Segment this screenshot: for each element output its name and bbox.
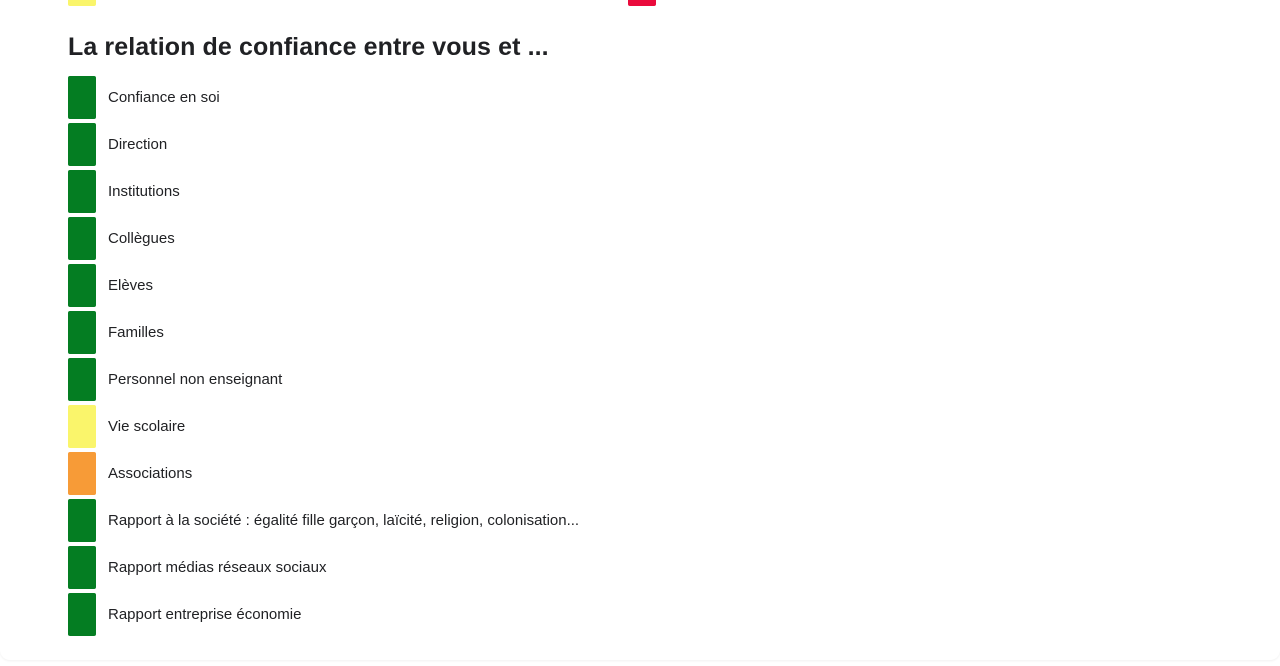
legend-item[interactable] bbox=[68, 121, 1208, 168]
legend-item-label: Personnel non enseignant bbox=[108, 370, 283, 388]
color-swatch-icon bbox=[68, 311, 96, 354]
color-swatch-icon bbox=[68, 76, 96, 119]
legend-item[interactable] bbox=[68, 356, 1208, 403]
legend-item-label: Elèves bbox=[108, 276, 154, 294]
legend-list bbox=[68, 74, 1208, 638]
color-swatch-icon bbox=[68, 264, 96, 307]
legend-item[interactable] bbox=[68, 544, 1208, 591]
legend-item-label: Institutions bbox=[108, 182, 180, 200]
legend-item-label: Rapport à la société : égalité fille garçon, laïcité, religion, colonisation... bbox=[108, 511, 580, 529]
legend-item-label: Rapport entreprise économie bbox=[108, 605, 302, 623]
red-swatch-partial bbox=[628, 0, 656, 6]
color-swatch-icon bbox=[68, 170, 96, 213]
page-title: La relation de confiance entre vous et ... bbox=[68, 33, 549, 61]
color-swatch-icon bbox=[68, 123, 96, 166]
yellow-swatch-partial bbox=[68, 0, 96, 6]
legend-item[interactable] bbox=[68, 215, 1208, 262]
legend-item[interactable] bbox=[68, 497, 1208, 544]
legend-item[interactable] bbox=[68, 309, 1208, 356]
color-swatch-icon bbox=[68, 358, 96, 401]
legend-item[interactable] bbox=[68, 450, 1208, 497]
legend-item-label: Rapport médias réseaux sociaux bbox=[108, 558, 327, 576]
legend-item[interactable] bbox=[68, 262, 1208, 309]
legend-item[interactable] bbox=[68, 168, 1208, 215]
legend-item-label: Direction bbox=[108, 135, 168, 153]
legend-item[interactable] bbox=[68, 74, 1208, 121]
color-swatch-icon bbox=[68, 217, 96, 260]
color-swatch-icon bbox=[68, 593, 96, 636]
legend-item-label: Confiance en soi bbox=[108, 88, 220, 106]
color-swatch-icon bbox=[68, 405, 96, 448]
color-swatch-icon bbox=[68, 499, 96, 542]
color-swatch-icon bbox=[68, 452, 96, 495]
legend-item[interactable] bbox=[68, 591, 1208, 638]
legend-item-label: Vie scolaire bbox=[108, 417, 186, 435]
color-swatch-icon bbox=[68, 546, 96, 589]
legend-item-label: Associations bbox=[108, 464, 193, 482]
top-partial-swatch-strip bbox=[0, 0, 1280, 6]
legend-item[interactable] bbox=[68, 403, 1208, 450]
legend-item-label: Collègues bbox=[108, 229, 175, 247]
legend-item-label: Familles bbox=[108, 323, 164, 341]
